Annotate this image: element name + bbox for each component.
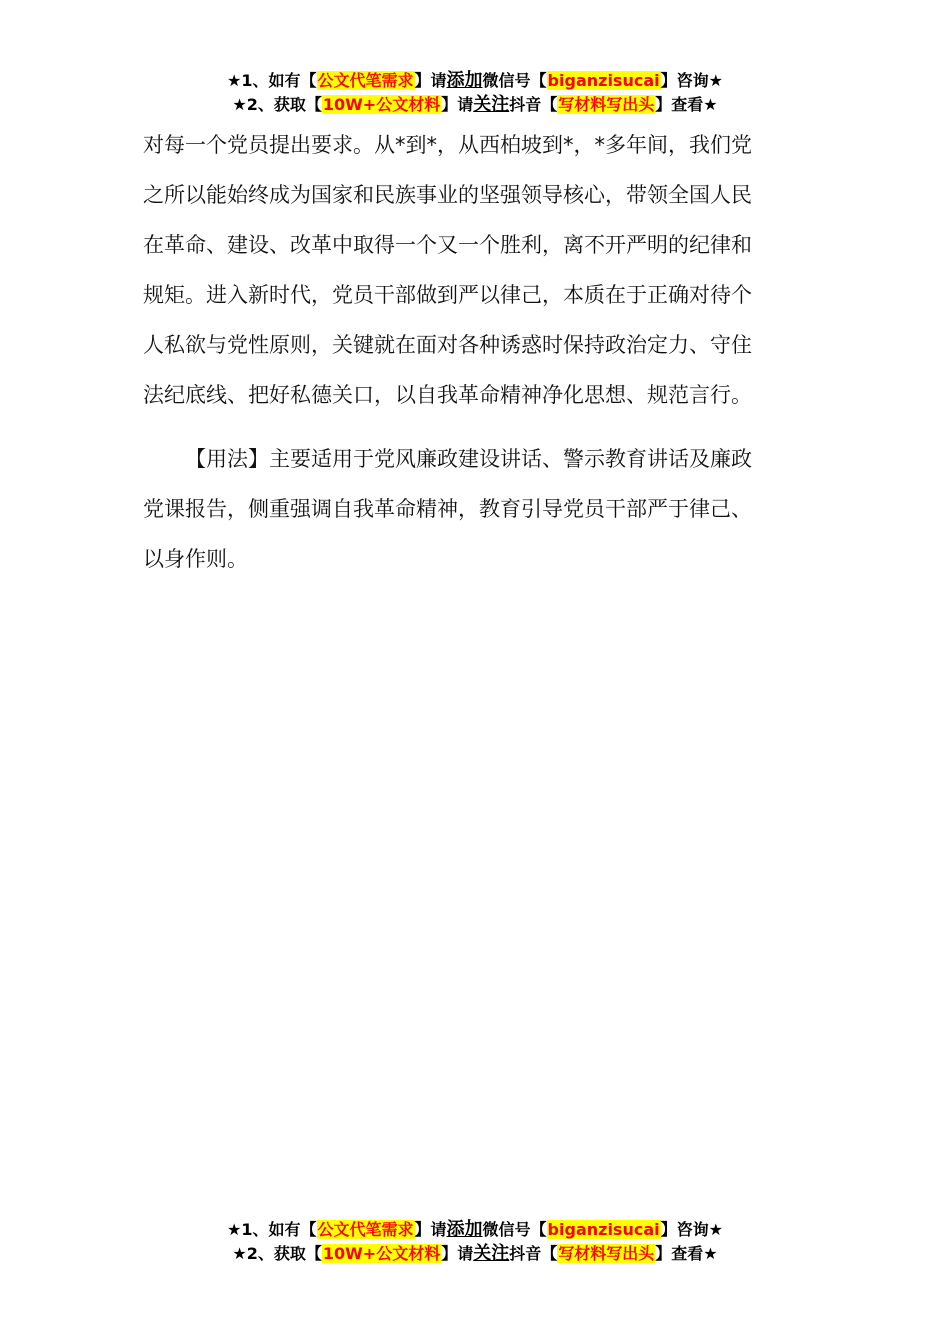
text-line: 党课报告，侧重强调自我革命精神，教育引导党员干部严于律己、 — [143, 497, 752, 521]
footer-banner — [0, 1218, 950, 1266]
banner-text: 】咨询★ — [660, 71, 723, 90]
text-line: 【用法】主要适用于党风廉政建设讲话、警示教育讲话及廉政 — [185, 447, 752, 471]
header-banner-line-1 — [0, 69, 950, 93]
banner-text: 】请 — [441, 1244, 474, 1263]
document-body — [143, 120, 808, 584]
banner-text: ★1、如有【 — [227, 1220, 317, 1239]
banner-text: ★2、获取【 — [232, 95, 322, 114]
text-line: 法纪底线、把好私德关口，以自我革命精神净化思想、规范言行。 — [143, 383, 752, 407]
header-banner-line-2 — [0, 93, 950, 117]
text-line: 之所以能始终成为国家和民族事业的坚强领导核心，带领全国人民 — [143, 183, 752, 207]
banner-text: 】请 — [441, 95, 474, 114]
banner-emphasis: 关注 — [473, 1243, 510, 1264]
body-paragraph-usage — [143, 434, 808, 584]
banner-text: 微信号【 — [482, 71, 547, 90]
footer-banner-line-2 — [0, 1242, 950, 1266]
banner-highlight: 公文代笔需求 — [317, 71, 414, 90]
banner-text: 抖音【 — [509, 1244, 558, 1263]
text-line: 以身作则。 — [143, 547, 248, 571]
banner-emphasis: 关注 — [473, 94, 510, 115]
banner-wechat-id: biganzisucai — [547, 71, 660, 90]
banner-douyin-id: 写材料写出头 — [558, 1244, 655, 1263]
banner-text: 】咨询★ — [660, 1220, 723, 1239]
text-line: 规矩。进入新时代，党员干部做到严以律己，本质在于正确对待个 — [143, 283, 752, 307]
banner-highlight: 公文代笔需求 — [317, 1220, 414, 1239]
banner-emphasis: 添加 — [446, 70, 483, 91]
text-line: 对每一个党员提出要求。从*到*，从西柏坡到*，*多年间，我们党 — [143, 133, 752, 157]
text-line: 人私欲与党性原则，关键就在面对各种诱惑时保持政治定力、守住 — [143, 333, 752, 357]
banner-highlight: 10W+公文材料 — [322, 1244, 441, 1263]
body-paragraph-1 — [143, 120, 808, 420]
banner-text: 抖音【 — [509, 95, 558, 114]
text-line: 在革命、建设、改革中取得一个又一个胜利，离不开严明的纪律和 — [143, 233, 752, 257]
banner-text: ★2、获取【 — [232, 1244, 322, 1263]
banner-text: 】查看★ — [655, 1244, 718, 1263]
banner-douyin-id: 写材料写出头 — [558, 95, 655, 114]
header-banner — [0, 69, 950, 117]
banner-wechat-id: biganzisucai — [547, 1220, 660, 1239]
banner-highlight: 10W+公文材料 — [322, 95, 441, 114]
banner-text: 】请 — [414, 71, 447, 90]
banner-text: 微信号【 — [482, 1220, 547, 1239]
banner-text: 】查看★ — [655, 95, 718, 114]
banner-emphasis: 添加 — [446, 1219, 483, 1240]
banner-text: 】请 — [414, 1220, 447, 1239]
footer-banner-line-1 — [0, 1218, 950, 1242]
banner-text: ★1、如有【 — [227, 71, 317, 90]
